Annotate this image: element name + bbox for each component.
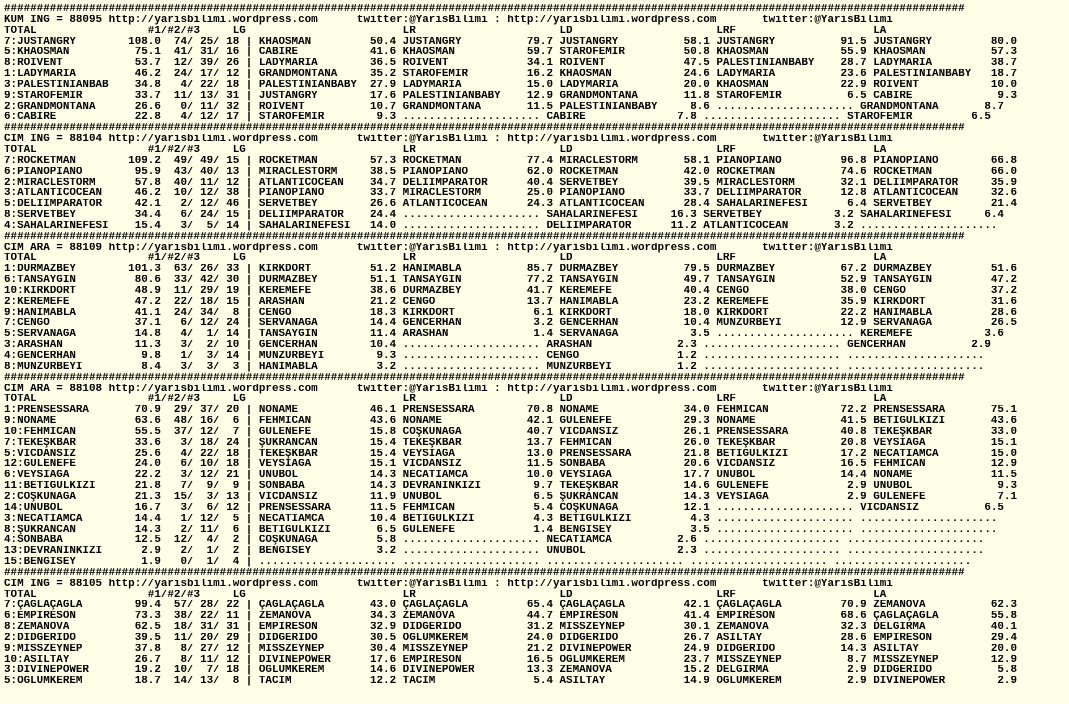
data-row: 5:OĞLUMKEREM 18.7 14/ 13/ 8 | TACIM 12.2 TACIM 5.4 ASİLTAY 14.9 OĞLUMKEREM 2.9 DIVINEPOWER 2.9 — [4, 676, 1017, 688]
race-header: CIM ARA = 88109 http://yarisbilimi.wordpress.com twitter:@YarisBilimi : http://yarisbilimi.wordpress.com twitter:@YarisBilimi — [4, 242, 893, 254]
data-row: 8:ŞÜKRANCAN 14.3 2/ 11/ 6 | BETİGÜLKIZI 6.5 GÜLENEFE 1.4 BENGİSEY 3.5 ..................... ..................... — [4, 524, 998, 536]
data-row: 8:SERVETBEY 34.4 6/ 24/ 15 | DELİİMPARATOR 24.4 ..................... SAHALARINEFESİ 16.3 SERVETBEY 3.2 SAHALARINEFESİ 6.4 — [4, 210, 1004, 221]
separator-line: ################################################################################################################################################### — [4, 123, 965, 135]
column-header: TOTAL #1/#2/#3 LG LR LD LRF LA — [4, 144, 887, 156]
data-row: 12:GÜLENEFE 24.0 6/ 10/ 18 | VEYSİAĞA 15.1 VİCDANSIZ 11.5 SONBABA 20.6 VİCDANSIZ 16.5 FEHMİCAN 12.9 — [4, 459, 1017, 471]
data-row: 7:CENGO 37.1 6/ 12/ 24 | SERVANAĞA 14.4 GENCERHAN 3.2 GENCERHAN 10.4 MUNZURBEYİ 12.9 SERVANAĞA 26.5 — [4, 318, 1017, 330]
data-row: 4:SONBABA 12.5 12/ 4/ 2 | COŞKUNAĞA 5.8 ..................... NECATİAMCA 2.6 ..................... ..................... — [4, 535, 985, 547]
data-row: 13:DEVRANINKIZI 2.9 2/ 1/ 2 | BENGİSEY 3.2 ..................... ÜNÜBOL 2.3 ..................... ..................... — [4, 546, 985, 558]
data-row: 4:SAHALARINEFESİ 15.4 3/ 5/ 14 | SAHALARINEFESİ 14.0 ..................... DELİİMPARATOR 11.2 ATLANTICOCEAN 3.2 ..................... — [4, 220, 998, 232]
data-row: 10:KIRKDÖRT 48.9 11/ 29/ 19 | KEREMEFE 38.6 DURMAZBEY 41.7 KEREMEFE 40.4 CENGO 38.0 CENGO 37.2 — [4, 285, 1017, 297]
data-row: 6:CABİRE 22.8 4/ 12/ 17 | STAROFEMİR 9.3 ..................... CABİRE 7.8 ..................... STAROFEMİR 6.5 — [4, 112, 991, 124]
data-row: 9:STAROFEMİR 33.7 11/ 13/ 31 | JUSTANGRY 17.6 PALESTINIANBABY 12.9 GRANDMONTANA 11.8 STAROFEMİR 6.5 CABİRE 9.3 — [4, 90, 1017, 102]
data-row: 6:VEYSİAĞA 22.2 3/ 12/ 21 | ÜNÜBOL 14.3 NECATİAMCA 10.0 VEYSİAĞA 17.7 ÜNÜBOL 14.4 NONAME 11.5 — [4, 470, 1017, 482]
data-row: 7:ROCKETMAN 109.2 49/ 49/ 15 | ROCKETMAN 57.3 ROCKETMAN 77.4 MIRACLESTORM 58.1 PİANOPİANO 96.8 PİANOPİANO 66.8 — [4, 155, 1017, 167]
data-row: 1:DURMAZBEY 101.3 63/ 26/ 33 | KIRKDÖRT 51.2 HANIMABLA 85.7 DURMAZBEY 79.5 DURMAZBEY 67.2 DURMAZBEY 51.6 — [4, 264, 1017, 276]
data-row: 5:DELİİMPARATOR 42.1 2/ 12/ 46 | SERVETBEY 26.6 ATLANTICOCEAN 24.3 ATLANTICOCEAN 28.4 SAHALARINEFESİ 6.4 SERVETBEY 21.4 — [4, 199, 1017, 211]
data-row: 3:PALESTINIANBAB 34.8 4/ 22/ 18 | PALESTINIANBABY 27.9 LADYMARIA 15.0 LADYMARIA 20.0 KHAOSMAN 22.9 ROIVENT 10.0 — [4, 79, 1017, 91]
race-header: CIM ARA = 88108 http://yarisbilimi.wordpress.com twitter:@YarisBilimi : http://yarisbilimi.wordpress.com twitter:@YarisBilimi — [4, 383, 893, 395]
separator-line: ################################################################################################################################################### — [4, 567, 965, 579]
column-header: TOTAL #1/#2/#3 LG LR LD LRF LA — [4, 394, 887, 406]
data-row: 8:ROIVENT 53.7 12/ 39/ 26 | LADYMARIA 36.5 ROIVENT 34.1 ROIVENT 47.5 PALESTINIANBABY 28.7 LADYMARIA 38.7 — [4, 58, 1017, 70]
data-row: 7:TEKEŞKBAR 33.6 3/ 18/ 24 | ŞÜKRANCAN 15.4 TEKEŞKBAR 13.7 FEHMİCAN 26.0 TEKEŞKBAR 20.8 VEYSİAĞA 15.1 — [4, 437, 1017, 449]
data-row: 9:HANIMABLA 41.1 24/ 34/ 8 | CENGO 18.3 KIRKDÖRT 6.1 KIRKDÖRT 18.0 KIRKDÖRT 22.2 HANIMABLA 28.6 — [4, 307, 1017, 319]
column-header: TOTAL #1/#2/#3 LG LR LD LRF LA — [4, 253, 887, 265]
data-row: 3:NECATİAMCA 14.4 1/ 12/ 5 | NECATİAMCA 10.4 BETİGÜLKIZI 4.3 BETİGÜLKIZI 4.3 ..................... ..................... — [4, 513, 998, 525]
race-header: CIM ING = 88105 http://yarisbilimi.wordpress.com twitter:@YarisBilimi : http://yarisbilimi.wordpress.com twitter:@YarisBilimi — [4, 578, 893, 590]
separator-line: ################################################################################################################################################### — [4, 4, 965, 15]
data-row: 7:ÇAĞLAÇAĞLA 99.4 57/ 28/ 22 | ÇAĞLAÇAĞLA 43.0 ÇAĞLAÇAĞLA 65.4 ÇAĞLAÇAĞLA 42.1 ÇAĞLAÇAĞLA 70.9 ZEMANOVA 62.3 — [4, 600, 1017, 612]
data-row: 2:DIDGERIDO 39.5 11/ 20/ 29 | DIDGERIDO 30.5 OĞLUMKEREM 24.0 DIDGERIDO 26.7 ASİLTAY 28.6 EMPİRESON 29.4 — [4, 632, 1017, 644]
data-row: 2:MIRACLESTORM 57.8 40/ 11/ 12 | ATLANTICOCEAN 34.7 DELİİMPARATOR 40.4 SERVETBEY 39.5 MIRACLESTORM 32.1 DELİİMPARATOR 35.9 — [4, 177, 1017, 189]
data-row: 14:ÜNÜBOL 16.7 3/ 6/ 12 | PRENSESSARA 11.5 FEHMİCAN 5.4 COŞKUNAĞA 12.1 ..................... VİCDANSIZ 6.5 — [4, 502, 1004, 514]
data-row: 9:MISSZEYNEP 37.8 8/ 27/ 12 | MISSZEYNEP 30.4 MISSZEYNEP 21.2 DIVINEPOWER 24.9 DIDGERIDO 14.3 ASİLTAY 20.0 — [4, 643, 1017, 655]
data-row: 5:SERVANAĞA 14.8 4/ 1/ 14 | TANSAYGIN 11.4 ARASHAN 1.4 SERVANAĞA 3.5 ..................... KEREMEFE 3.6 — [4, 329, 1004, 341]
data-row: 15:BENGİSEY 1.9 0/ 1/ 4 | ..................... ..................... ..................... ..................... ..................... — [4, 557, 972, 568]
data-row: 10:ASİLTAY 26.7 8/ 11/ 12 | DIVINEPOWER 17.6 EMPİRESON 16.5 OĞLUMKEREM 23.7 MISSZEYNEP 8.7 MISSZEYNEP 12.9 — [4, 654, 1017, 666]
column-header: TOTAL #1/#2/#3 LG LR LD LRF LA — [4, 589, 887, 601]
race-header: KUM ING = 88095 http://yarisbilimi.wordpress.com twitter:@YarisBilimi : http://yarisbilimi.wordpress.com twitter:@YarisBilimi — [4, 14, 893, 26]
data-row: 1:PRENSESSARA 70.9 29/ 37/ 20 | NONAME 46.1 PRENSESSARA 70.8 NONAME 34.0 FEHMİCAN 72.2 PRENSESSARA 75.1 — [4, 405, 1017, 417]
data-row: 3:ARASHAN 11.3 3/ 2/ 10 | GENCERHAN 10.4 ..................... ARASHAN 2.3 ..................... GENCERHAN 2.9 — [4, 340, 991, 351]
data-row: 6:EMPİRESON 73.3 38/ 22/ 11 | ZEMANOVA 34.3 ZEMANOVA 44.7 EMPİRESON 41.4 EMPİRESON 68.6 ÇAĞLAÇAĞLA 55.8 — [4, 611, 1017, 623]
data-row: 5:VİCDANSIZ 25.6 4/ 22/ 18 | TEKEŞKBAR 15.4 VEYSİAĞA 13.0 PRENSESSARA 21.8 BETİGÜLKIZI 17.2 NECATİAMCA 15.0 — [4, 448, 1017, 460]
data-row: 7:JUSTANGRY 108.0 74/ 25/ 18 | KHAOSMAN 50.4 JUSTANGRY 79.7 JUSTANGRY 58.1 JUSTANGRY 91.5 JUSTANGRY 80.0 — [4, 36, 1017, 48]
data-row: 11:BETİGÜLKIZI 21.8 7/ 9/ 9 | SONBABA 14.3 DEVRANINKIZI 9.7 TEKEŞKBAR 14.6 GÜLENEFE 2.9 ÜNÜBOL 9.3 — [4, 481, 1017, 492]
data-row: 1:LADYMARIA 46.2 24/ 17/ 12 | GRANDMONTANA 35.2 STAROFEMİR 16.2 KHAOSMAN 24.6 LADYMARIA 23.6 PALESTINIANBABY 18.7 — [4, 69, 1017, 80]
data-row: 9:NONAME 63.6 48/ 16/ 6 | FEHMİCAN 43.6 NONAME 42.1 GÜLENEFE 29.3 NONAME 41.5 BETİGÜLKIZI 43.6 — [4, 416, 1017, 427]
data-row: 6:TANSAYGIN 80.6 33/ 42/ 30 | DURMAZBEY 51.1 TANSAYGIN 77.2 TANSAYGIN 49.7 TANSAYGIN 52.9 TANSAYGIN 47.2 — [4, 275, 1017, 286]
data-row: 8:ZEMANOVA 62.5 18/ 31/ 31 | EMPİRESON 32.9 DIDGERIDO 31.2 MISSZEYNEP 30.1 ZEMANOVA 32.3 DELGIRMA 40.1 — [4, 622, 1017, 633]
data-row: 2:GRANDMONTANA 26.6 0/ 11/ 32 | ROIVENT 10.7 GRANDMONTANA 11.5 PALESTINIANBABY 8.6 ..................... GRANDMONTANA 8.7 — [4, 101, 1004, 113]
data-row: 5:KHAOSMAN 75.1 41/ 31/ 16 | CABİRE 41.6 KHAOSMAN 59.7 STAROFEMİR 50.8 KHAOSMAN 55.9 KHAOSMAN 57.3 — [4, 47, 1017, 59]
column-header: TOTAL #1/#2/#3 LG LR LD LRF LA — [4, 25, 887, 37]
data-row: 2:COŞKUNAĞA 21.3 15/ 3/ 13 | VİCDANSIZ 11.9 ÜNÜBOL 6.5 ŞÜKRANCAN 14.3 VEYSİAĞA 2.9 GÜLENEFE 7.1 — [4, 491, 1017, 503]
data-row: 3:ATLANTICOCEAN 46.2 10/ 12/ 38 | PİANOPİANO 33.7 MIRACLESTORM 25.0 PİANOPİANO 33.7 DELİİMPARATOR 12.8 ATLANTICOCEAN 32.6 — [4, 188, 1017, 200]
data-row: 2:KEREMEFE 47.2 22/ 18/ 15 | ARASHAN 21.2 CENGO 13.7 HANIMABLA 23.2 KEREMEFE 35.9 KIRKDÖRT 31.6 — [4, 296, 1017, 308]
data-row: 10:FEHMİCAN 55.5 37/ 12/ 7 | GÜLENEFE 15.8 COŞKUNAĞA 40.7 VİCDANSIZ 26.1 PRENSESSARA 40.8 TEKEŞKBAR 33.0 — [4, 426, 1017, 438]
data-row: 4:GENCERHAN 9.8 1/ 3/ 14 | MUNZURBEYİ 9.3 ..................... CENGO 1.2 ..................... ..................... — [4, 351, 985, 362]
data-row: 8:MUNZURBEYİ 8.4 3/ 3/ 3 | HANIMABLA 3.2 ..................... MUNZURBEYİ 1.2 ..................... ..................... — [4, 361, 985, 373]
data-row: 3:DIVINEPOWER 19.2 10/ 7/ 18 | OĞLUMKEREM 14.6 DIVINEPOWER 13.3 ZEMANOVA 15.2 DELGIRMA 2.9 DIDGERIDO 5.8 — [4, 665, 1017, 677]
race-header: CIM ING = 88104 http://yarisbilimi.wordpress.com twitter:@YarisBilimi : http://yarisbilimi.wordpress.com twitter:@YarisBilimi — [4, 134, 893, 145]
separator-line: ################################################################################################################################################### — [4, 372, 965, 384]
separator-line: ################################################################################################################################################### — [4, 231, 965, 243]
data-row: 6:PİANOPİANO 95.9 43/ 40/ 13 | MIRACLESTORM 38.5 PİANOPİANO 62.0 ROCKETMAN 42.0 ROCKETMAN 74.6 ROCKETMAN 66.0 — [4, 166, 1017, 178]
